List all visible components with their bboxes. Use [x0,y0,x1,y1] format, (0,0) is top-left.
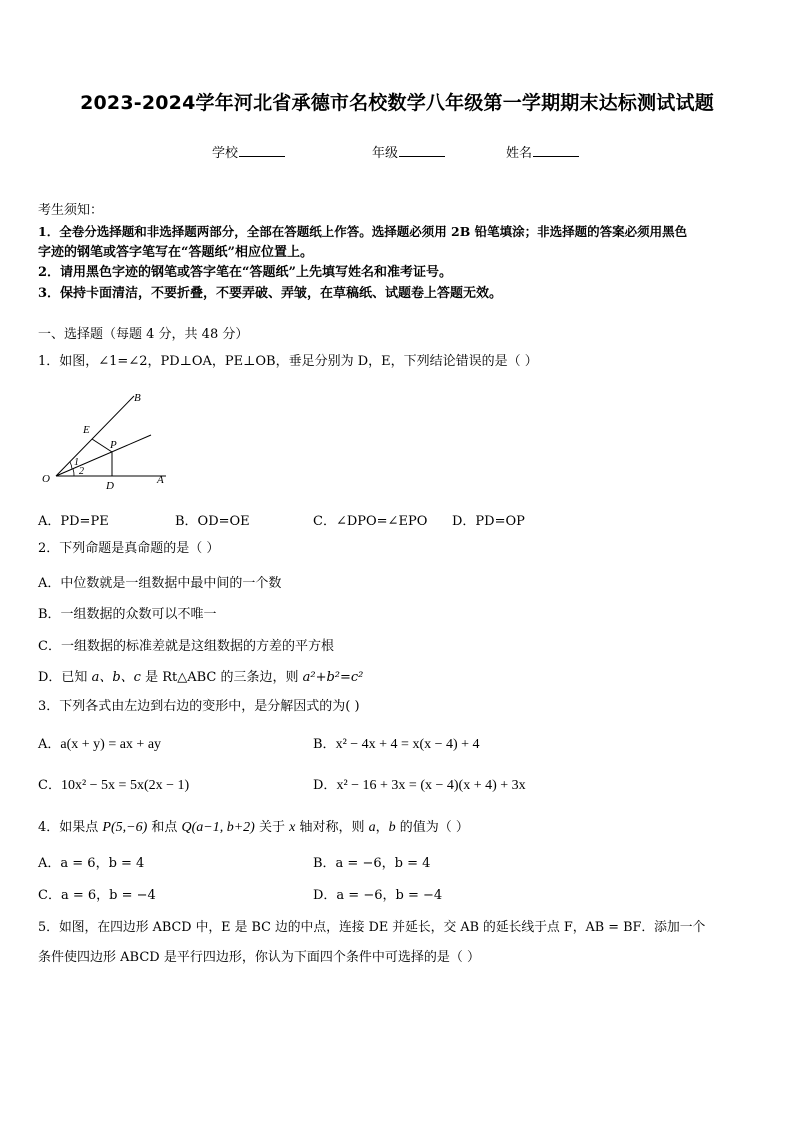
q4-stem-text: 4．如果点 [38,820,103,835]
q4-axis-x: x [289,820,296,835]
q2-option-b[interactable]: B．一组数据的众数可以不唯一 [38,607,217,622]
q4-stem-text: ， [375,820,389,835]
q4-option-a[interactable]: A．a = 6，b = 4 [38,856,145,871]
label-a: A [157,474,164,486]
notice-item: 字迹的钢笔或答字笔写在“答题纸”相应位置上。 [38,245,313,260]
label-angle-2: 2 [79,466,84,477]
q2-option-a[interactable]: A．中位数就是一组数据中最中间的一个数 [38,576,282,591]
name-field[interactable] [506,142,579,161]
q4-stem [38,816,469,836]
q3-option-c-label: C． [38,778,61,793]
q1-option-d[interactable]: D．PD=OP [452,514,525,529]
label-d: D [106,480,114,492]
notice-item: 1．全卷分选择题和非选择题两部分，全部在答题纸上作答。选择题必须用 2B 铅笔填涂；非选择题的答案必须用黑色 [38,224,688,239]
section-heading: 一、选择题（每题 4 分，共 48 分） [38,327,249,342]
notice-item: 2．请用黑色字迹的钢笔或答字笔在“答题纸”上先填写姓名和准考证号。 [38,265,453,280]
label-b: B [134,392,141,404]
q4-stem-text: 的值为（ ） [395,820,469,835]
grade-blank[interactable] [399,144,445,157]
q4-var-a: a [368,820,376,835]
q2-option-d-vars: a、b、c [91,670,141,685]
angle-arc-1 [70,462,72,469]
q3-option-b-label: B． [313,737,336,752]
q5-stem-line2: 条件使四边形 ABCD 是平行四边形，你认为下面四个条件中可选择的是（ ） [38,950,480,965]
q2-option-d[interactable] [38,666,363,685]
q3-option-a-label: A． [38,737,61,752]
name-label: 姓名 [506,146,533,161]
q5-stem-line1: 5．如图，在四边形 ABCD 中，E 是 BC 边的中点，连接 DE 并延长，交 AB 的延长线于点 F，AB = BF．添加一个 [38,920,706,935]
q3-option-d-expr: x² − 16 + 3x = (x − 4)(x + 4) + 3x [336,778,526,793]
q2-option-d-mid: 是 Rt△ABC 的三条边，则 [140,670,303,685]
q1-option-a[interactable]: A．PD=PE [38,514,109,529]
q4-point-q: Q(a−1, b+2) [181,820,255,835]
q3-option-d-label: D． [313,778,337,793]
q1-option-c[interactable]: C．∠DPO=∠EPO [313,514,428,529]
q4-option-b[interactable]: B．a = −6，b = 4 [313,856,431,871]
q2-option-d-prefix: D．已知 [38,670,88,685]
grade-field[interactable] [372,142,445,161]
q3-stem: 3．下列各式由左边到右边的变形中，是分解因式的为( ) [38,699,360,714]
label-p: P [110,439,117,451]
school-field[interactable] [212,142,285,161]
q2-option-c[interactable]: C．一组数据的标准差就是这组数据的方差的平方根 [38,639,334,654]
q1-stem: 1．如图，∠1=∠2，PD⊥OA，PE⊥OB，垂足分别为 D，E，下列结论错误的是（ ） [38,354,538,369]
q2-stem: 2．下列命题是真命题的是（ ） [38,541,220,556]
angle-arc-2 [73,469,74,476]
label-o: O [42,473,50,485]
q1-figure [36,388,176,492]
exam-title: 2023-2024学年河北省承德市名校数学八年级第一学期期末达标测试试题 [80,92,714,114]
q3-option-c-expr: 10x² − 5x = 5x(2x − 1) [60,778,190,793]
q4-var-b: b [388,820,396,835]
segment-pe [92,439,112,452]
q1-option-b[interactable]: B．OD=OE [175,514,250,529]
q4-point-p: P(5,−6) [102,820,148,835]
notice-heading: 考生须知： [38,203,104,218]
ray-op [56,435,151,476]
q3-option-d[interactable] [313,774,526,794]
ray-ob [56,396,134,476]
q3-option-b[interactable] [313,733,480,753]
label-e: E [83,424,90,436]
school-blank[interactable] [239,144,285,157]
grade-label: 年级 [372,146,399,161]
q3-option-a-expr: a(x + y) = ax + ay [60,737,162,752]
school-label: 学校 [212,146,239,161]
name-blank[interactable] [533,144,579,157]
q4-stem-text: 关于 [254,820,290,835]
label-angle-1: 1 [74,457,79,468]
q3-option-a[interactable] [38,733,161,753]
q3-option-b-expr: x² − 4x + 4 = x(x − 4) + 4 [335,737,480,752]
q4-option-c[interactable]: C．a = 6，b = −4 [38,888,156,903]
q4-stem-text: 轴对称，则 [295,820,369,835]
q2-option-d-eq: a²+b²=c² [302,670,364,685]
q3-option-c[interactable] [38,774,189,794]
notice-item: 3．保持卡面清洁，不要折叠，不要弄破、弄皱，在草稿纸、试题卷上答题无效。 [38,286,503,301]
q4-option-d[interactable]: D．a = −6，b = −4 [313,888,443,903]
q4-stem-text: 和点 [147,820,182,835]
